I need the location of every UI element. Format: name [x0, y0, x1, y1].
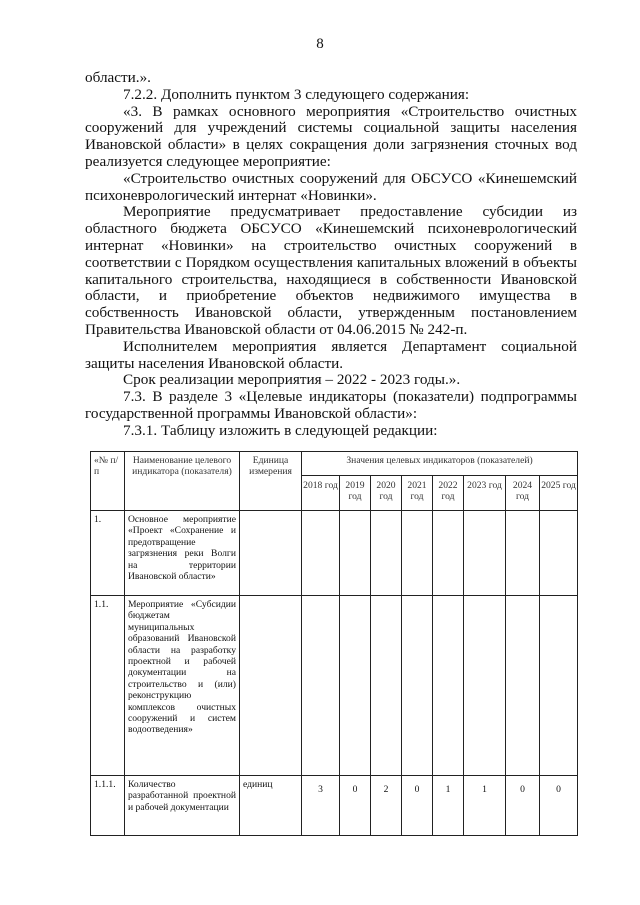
table-row: [91, 596, 578, 776]
row-value: 0: [540, 776, 578, 836]
row-value: [433, 511, 464, 596]
row-unit: единиц: [240, 776, 302, 836]
table-row: [91, 511, 578, 596]
row-name: Мероприятие «Субсидии бюджетам муниципальных образований Ивановской области на разработку проектной и рабочей документации на строительство и (или) реконструкцию комплексов очистных сооружений и систем водоотведения»: [125, 596, 240, 776]
row-name: Основное мероприятие «Проект «Сохранение и предотвращение загрязнения реки Волги на территории Ивановской области»: [125, 511, 240, 596]
row-value: 0: [340, 776, 371, 836]
header-year: 2025 год: [540, 476, 578, 511]
table-row: [91, 776, 578, 836]
row-name: Количество разработанной проектной и рабочей документации: [125, 776, 240, 836]
row-value: 0: [402, 776, 433, 836]
row-unit: [240, 596, 302, 776]
row-value: [340, 596, 371, 776]
row-value: 2: [371, 776, 402, 836]
paragraph: «3. В рамках основного мероприятия «Строительство очистных сооружений для учреждений системы социальной защиты населения Ивановской области» в целях сокращения доли загрязнения сточных вод реализуется следующее мероприятие:: [85, 102, 577, 170]
row-value: 1: [464, 776, 506, 836]
header-year: 2018 год: [302, 476, 340, 511]
row-value: [506, 511, 540, 596]
paragraph: «Строительство очистных сооружений для ОБСУСО «Кинешемский психоневрологический интернат «Новинки».: [85, 169, 577, 204]
page-number: 8: [316, 36, 324, 52]
header-name: Наименование целевого индикатора (показателя): [125, 452, 240, 511]
row-value: [433, 596, 464, 776]
header-year: 2024 год: [506, 476, 540, 511]
row-value: [340, 511, 371, 596]
row-value: [506, 596, 540, 776]
paragraph: 7.3. В разделе 3 «Целевые индикаторы (показатели) подпрограммы государственной программы Ивановской области»:: [85, 388, 577, 422]
document-body: [85, 70, 577, 440]
row-value: [302, 596, 340, 776]
paragraph: области.».: [85, 69, 151, 86]
paragraph: 7.2.2. Дополнить пунктом 3 следующего содержания:: [123, 85, 470, 103]
row-value: 0: [506, 776, 540, 836]
row-value: [302, 511, 340, 596]
header-year: 2021 год: [402, 476, 433, 511]
row-value: [464, 596, 506, 776]
indicators-table: [90, 451, 578, 836]
row-value: [540, 596, 578, 776]
row-value: [464, 511, 506, 596]
paragraph: 7.3.1. Таблицу изложить в следующей редакции:: [123, 421, 438, 439]
row-unit: [240, 511, 302, 596]
header-year: 2020 год: [371, 476, 402, 511]
paragraph: Исполнителем мероприятия является Департамент социальной защиты населения Ивановской области.: [85, 337, 577, 372]
header-year: 2022 год: [433, 476, 464, 511]
row-value: [402, 596, 433, 776]
row-num: 1.1.1.: [91, 776, 125, 836]
header-year: 2023 год: [464, 476, 506, 511]
row-value: [540, 511, 578, 596]
row-value: [402, 511, 433, 596]
paragraph: Срок реализации мероприятия – 2022 - 2023 годы.».: [123, 371, 461, 389]
paragraph: Мероприятие предусматривает предоставление субсидии из областного бюджета ОБСУСО «Кинешемский психоневрологический интернат «Новинки» на строительство очистных сооружений в соответствии с Порядком осуществления капитальных вложений в объекты капитального строительства, находящиеся в собственности Ивановской области, и приобретение объектов недвижимого имущества в собственность Ивановской области, утвержденным постановлением Правительства Ивановской области от 04.06.2015 № 242-п.: [85, 203, 577, 338]
header-unit: Единица измерения: [240, 452, 302, 511]
header-values-group: Значения целевых индикаторов (показателей): [302, 452, 578, 476]
header-year: 2019 год: [340, 476, 371, 511]
row-value: [371, 511, 402, 596]
row-num: 1.1.: [91, 596, 125, 776]
row-value: [371, 596, 402, 776]
row-num: 1.: [91, 511, 125, 596]
row-value: 3: [302, 776, 340, 836]
row-value: 1: [433, 776, 464, 836]
header-num: «№ п/п: [91, 452, 125, 511]
